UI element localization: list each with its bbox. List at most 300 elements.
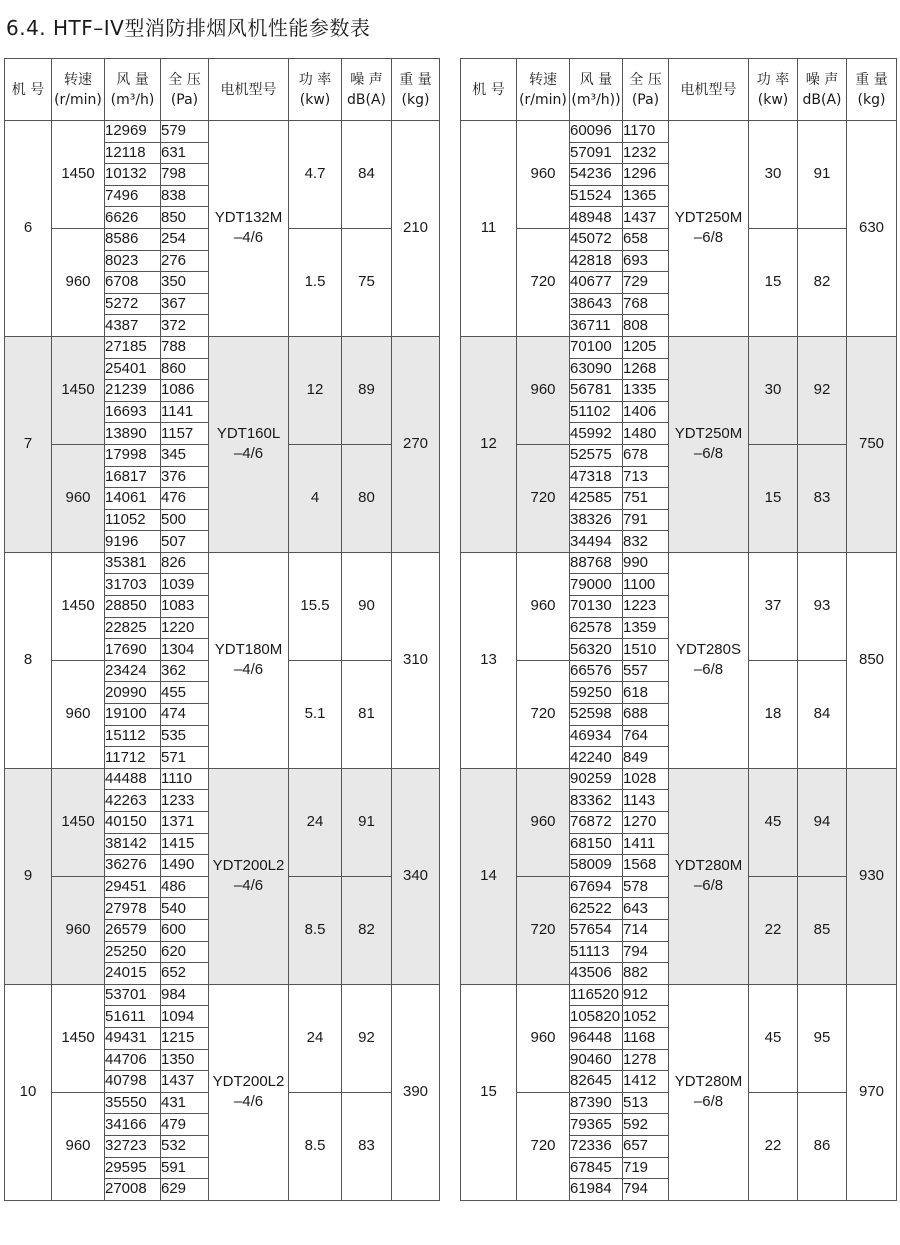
pressure-value: 658 <box>623 228 669 250</box>
airflow-value: 19100 <box>105 704 161 726</box>
airflow-value: 57654 <box>570 919 623 941</box>
header-weight: 重 量 (kg) <box>392 59 440 121</box>
pressure-value: 540 <box>161 898 209 920</box>
pressure-value: 1365 <box>623 185 669 207</box>
pressure-value: 713 <box>623 466 669 488</box>
pressure-value: 1270 <box>623 812 669 834</box>
weight-kg: 340 <box>392 768 440 984</box>
speed-rpm: 960 <box>517 984 570 1092</box>
airflow-value: 16693 <box>105 401 161 423</box>
pressure-value: 1100 <box>623 574 669 596</box>
pressure-value: 860 <box>161 358 209 380</box>
motor-model <box>209 768 289 984</box>
machine-number: 14 <box>461 768 517 984</box>
pressure-value: 688 <box>623 704 669 726</box>
motor-model-line: –6/8 <box>693 661 724 679</box>
machine-number: 12 <box>461 336 517 552</box>
airflow-value: 46934 <box>570 725 623 747</box>
airflow-value: 40798 <box>105 1071 161 1093</box>
header-speed: 转速 (r/min) <box>517 59 570 121</box>
pressure-value: 1490 <box>161 855 209 877</box>
pressure-value: 678 <box>623 444 669 466</box>
noise-db: 91 <box>798 121 847 229</box>
pressure-value: 832 <box>623 531 669 553</box>
airflow-value: 15112 <box>105 725 161 747</box>
page-title: 6.4. HTF–IV型消防排烟风机性能参数表 <box>6 16 371 40</box>
airflow-value: 90259 <box>570 768 623 790</box>
header-motor-model: 电机型号 <box>669 59 749 121</box>
motor-model-line: –6/8 <box>693 877 724 895</box>
header-motor-model: 电机型号 <box>209 59 289 121</box>
pressure-value: 345 <box>161 444 209 466</box>
pressure-value: 1170 <box>623 121 669 143</box>
motor-model-line: YDT180M <box>214 641 283 659</box>
motor-model-line: YDT250M <box>674 425 743 443</box>
speed-rpm: 960 <box>52 660 105 768</box>
airflow-value: 17690 <box>105 639 161 661</box>
power-kw: 22 <box>749 876 798 984</box>
table-row <box>5 121 440 143</box>
spec-table-left <box>4 58 440 1201</box>
airflow-value: 43506 <box>570 963 623 985</box>
airflow-value: 9196 <box>105 531 161 553</box>
airflow-value: 34166 <box>105 1114 161 1136</box>
airflow-value: 6708 <box>105 272 161 294</box>
header-pressure: 全 压 (Pa) <box>623 59 669 121</box>
header-machine-no: 机 号 <box>461 59 517 121</box>
pressure-value: 764 <box>623 725 669 747</box>
motor-model <box>669 768 749 984</box>
weight-kg: 630 <box>847 121 897 337</box>
pressure-value: 431 <box>161 1092 209 1114</box>
airflow-value: 10132 <box>105 164 161 186</box>
power-kw: 15 <box>749 444 798 552</box>
header-machine-no: 机 号 <box>5 59 52 121</box>
noise-db: 92 <box>798 336 847 444</box>
pressure-value: 1094 <box>161 1006 209 1028</box>
pressure-value: 367 <box>161 293 209 315</box>
motor-model-line: YDT200L2 <box>212 857 285 875</box>
pressure-value: 1359 <box>623 617 669 639</box>
speed-rpm: 960 <box>517 336 570 444</box>
motor-model-line: YDT280M <box>674 857 743 875</box>
pressure-value: 1052 <box>623 1006 669 1028</box>
airflow-value: 31703 <box>105 574 161 596</box>
speed-rpm: 1450 <box>52 336 105 444</box>
airflow-value: 14061 <box>105 488 161 510</box>
speed-rpm: 960 <box>52 1092 105 1200</box>
pressure-value: 600 <box>161 919 209 941</box>
machine-group <box>461 336 897 552</box>
power-kw: 22 <box>749 1092 798 1200</box>
airflow-value: 59250 <box>570 682 623 704</box>
speed-rpm: 720 <box>517 1092 570 1200</box>
airflow-value: 54236 <box>570 164 623 186</box>
airflow-value: 51102 <box>570 401 623 423</box>
pressure-value: 618 <box>623 682 669 704</box>
header-noise: 噪 声 dB(A) <box>342 59 392 121</box>
airflow-value: 45992 <box>570 423 623 445</box>
airflow-value: 52598 <box>570 704 623 726</box>
motor-model-line: –4/6 <box>233 1093 264 1111</box>
airflow-value: 67845 <box>570 1157 623 1179</box>
airflow-value: 87390 <box>570 1092 623 1114</box>
machine-number: 9 <box>5 768 52 984</box>
power-kw: 8.5 <box>289 876 342 984</box>
airflow-value: 8586 <box>105 228 161 250</box>
airflow-value: 27008 <box>105 1179 161 1201</box>
airflow-value: 32723 <box>105 1135 161 1157</box>
speed-rpm: 960 <box>517 768 570 876</box>
pressure-value: 1223 <box>623 596 669 618</box>
airflow-value: 116520 <box>570 984 623 1006</box>
table-row <box>461 768 897 790</box>
pressure-value: 1083 <box>161 596 209 618</box>
airflow-value: 79000 <box>570 574 623 596</box>
pressure-value: 984 <box>161 984 209 1006</box>
airflow-value: 70100 <box>570 336 623 358</box>
power-kw: 45 <box>749 768 798 876</box>
pressure-value: 1278 <box>623 1049 669 1071</box>
noise-db: 83 <box>798 444 847 552</box>
speed-rpm: 720 <box>517 444 570 552</box>
header-power: 功 率 (kw) <box>289 59 342 121</box>
airflow-value: 52575 <box>570 444 623 466</box>
airflow-value: 58009 <box>570 855 623 877</box>
machine-number: 6 <box>5 121 52 337</box>
noise-db: 82 <box>798 228 847 336</box>
header-row <box>461 59 897 121</box>
airflow-value: 35550 <box>105 1092 161 1114</box>
pressure-value: 1232 <box>623 142 669 164</box>
airflow-value: 17998 <box>105 444 161 466</box>
speed-rpm: 1450 <box>52 984 105 1092</box>
speed-rpm: 1450 <box>52 768 105 876</box>
airflow-value: 4387 <box>105 315 161 337</box>
weight-kg: 750 <box>847 336 897 552</box>
power-kw: 18 <box>749 660 798 768</box>
pressure-value: 571 <box>161 747 209 769</box>
machine-group <box>5 121 440 337</box>
pressure-value: 657 <box>623 1135 669 1157</box>
speed-rpm: 720 <box>517 228 570 336</box>
airflow-value: 24015 <box>105 963 161 985</box>
speed-rpm: 720 <box>517 660 570 768</box>
noise-db: 90 <box>342 552 392 660</box>
airflow-value: 38326 <box>570 509 623 531</box>
noise-db: 86 <box>798 1092 847 1200</box>
airflow-value: 56320 <box>570 639 623 661</box>
pressure-value: 1110 <box>161 768 209 790</box>
pressure-value: 535 <box>161 725 209 747</box>
power-kw: 4 <box>289 444 342 552</box>
pressure-value: 1039 <box>161 574 209 596</box>
airflow-value: 27185 <box>105 336 161 358</box>
pressure-value: 1205 <box>623 336 669 358</box>
pressure-value: 849 <box>623 747 669 769</box>
airflow-value: 72336 <box>570 1135 623 1157</box>
pressure-value: 362 <box>161 660 209 682</box>
airflow-value: 47318 <box>570 466 623 488</box>
motor-model <box>669 336 749 552</box>
motor-model <box>209 984 289 1200</box>
pressure-value: 882 <box>623 963 669 985</box>
pressure-value: 350 <box>161 272 209 294</box>
pressure-value: 1437 <box>161 1071 209 1093</box>
machine-group <box>461 984 897 1200</box>
motor-model-line: –4/6 <box>233 229 264 247</box>
speed-rpm: 960 <box>52 444 105 552</box>
pressure-value: 751 <box>623 488 669 510</box>
pressure-value: 500 <box>161 509 209 531</box>
pressure-value: 1415 <box>161 833 209 855</box>
airflow-value: 25401 <box>105 358 161 380</box>
speed-rpm: 960 <box>517 552 570 660</box>
airflow-value: 25250 <box>105 941 161 963</box>
noise-db: 75 <box>342 228 392 336</box>
power-kw: 24 <box>289 768 342 876</box>
airflow-value: 42240 <box>570 747 623 769</box>
airflow-value: 26579 <box>105 919 161 941</box>
speed-rpm: 720 <box>517 876 570 984</box>
motor-model-line: –6/8 <box>693 445 724 463</box>
airflow-value: 70130 <box>570 596 623 618</box>
airflow-value: 105820 <box>570 1006 623 1028</box>
table-row <box>461 121 897 143</box>
pressure-value: 990 <box>623 552 669 574</box>
pressure-value: 1143 <box>623 790 669 812</box>
header-noise: 噪 声 dB(A) <box>798 59 847 121</box>
motor-model <box>209 121 289 337</box>
power-kw: 30 <box>749 121 798 229</box>
pressure-value: 254 <box>161 228 209 250</box>
spec-table-right <box>460 58 897 1201</box>
airflow-value: 88768 <box>570 552 623 574</box>
airflow-value: 48948 <box>570 207 623 229</box>
pressure-value: 791 <box>623 509 669 531</box>
noise-db: 84 <box>798 660 847 768</box>
pressure-value: 372 <box>161 315 209 337</box>
speed-rpm: 960 <box>52 876 105 984</box>
pressure-value: 557 <box>623 660 669 682</box>
pressure-value: 1268 <box>623 358 669 380</box>
airflow-value: 56781 <box>570 380 623 402</box>
pressure-value: 768 <box>623 293 669 315</box>
noise-db: 85 <box>798 876 847 984</box>
table-row <box>5 336 440 358</box>
table-row <box>5 768 440 790</box>
power-kw: 12 <box>289 336 342 444</box>
header-airflow: 风 量 (m³/h)) <box>570 59 623 121</box>
airflow-value: 57091 <box>570 142 623 164</box>
airflow-value: 44706 <box>105 1049 161 1071</box>
airflow-value: 51113 <box>570 941 623 963</box>
pressure-value: 455 <box>161 682 209 704</box>
pressure-value: 486 <box>161 876 209 898</box>
pressure-value: 1510 <box>623 639 669 661</box>
airflow-value: 38643 <box>570 293 623 315</box>
power-kw: 24 <box>289 984 342 1092</box>
power-kw: 15 <box>749 228 798 336</box>
airflow-value: 51611 <box>105 1006 161 1028</box>
pressure-value: 479 <box>161 1114 209 1136</box>
airflow-value: 40150 <box>105 812 161 834</box>
motor-model-line: –4/6 <box>233 877 264 895</box>
noise-db: 84 <box>342 121 392 229</box>
motor-model-line: YDT160L <box>216 425 281 443</box>
pressure-value: 643 <box>623 898 669 920</box>
airflow-value: 23424 <box>105 660 161 682</box>
pressure-value: 788 <box>161 336 209 358</box>
airflow-value: 67694 <box>570 876 623 898</box>
machine-number: 8 <box>5 552 52 768</box>
power-kw: 8.5 <box>289 1092 342 1200</box>
power-kw: 30 <box>749 336 798 444</box>
pressure-value: 1296 <box>623 164 669 186</box>
pressure-value: 1335 <box>623 380 669 402</box>
airflow-value: 20990 <box>105 682 161 704</box>
airflow-value: 62522 <box>570 898 623 920</box>
airflow-value: 42818 <box>570 250 623 272</box>
noise-db: 81 <box>342 660 392 768</box>
speed-rpm: 960 <box>517 121 570 229</box>
pressure-value: 1157 <box>161 423 209 445</box>
pressure-value: 1215 <box>161 1027 209 1049</box>
machine-group <box>5 336 440 552</box>
airflow-value: 60096 <box>570 121 623 143</box>
weight-kg: 970 <box>847 984 897 1200</box>
airflow-value: 12118 <box>105 142 161 164</box>
pressure-value: 693 <box>623 250 669 272</box>
airflow-value: 29595 <box>105 1157 161 1179</box>
pressure-value: 629 <box>161 1179 209 1201</box>
motor-model <box>669 552 749 768</box>
weight-kg: 270 <box>392 336 440 552</box>
table-row <box>461 336 897 358</box>
pressure-value: 1437 <box>623 207 669 229</box>
airflow-value: 22825 <box>105 617 161 639</box>
weight-kg: 310 <box>392 552 440 768</box>
motor-model-line: –4/6 <box>233 445 264 463</box>
motor-model-line: –4/6 <box>233 661 264 679</box>
power-kw: 15.5 <box>289 552 342 660</box>
motor-model-line: YDT200L2 <box>212 1073 285 1091</box>
airflow-value: 5272 <box>105 293 161 315</box>
pressure-value: 798 <box>161 164 209 186</box>
pressure-value: 578 <box>623 876 669 898</box>
airflow-value: 11712 <box>105 747 161 769</box>
pressure-value: 532 <box>161 1135 209 1157</box>
pressure-value: 714 <box>623 919 669 941</box>
motor-model-line: YDT132M <box>214 209 283 227</box>
pressure-value: 1233 <box>161 790 209 812</box>
pressure-value: 1141 <box>161 401 209 423</box>
pressure-value: 1220 <box>161 617 209 639</box>
pressure-value: 513 <box>623 1092 669 1114</box>
motor-model-line: –6/8 <box>693 229 724 247</box>
pressure-value: 476 <box>161 488 209 510</box>
airflow-value: 49431 <box>105 1027 161 1049</box>
pressure-value: 631 <box>161 142 209 164</box>
pressure-value: 276 <box>161 250 209 272</box>
speed-rpm: 1450 <box>52 121 105 229</box>
pressure-value: 652 <box>161 963 209 985</box>
airflow-value: 61984 <box>570 1179 623 1201</box>
airflow-value: 8023 <box>105 250 161 272</box>
airflow-value: 36711 <box>570 315 623 337</box>
pressure-value: 1412 <box>623 1071 669 1093</box>
table-row <box>5 552 440 574</box>
noise-db: 91 <box>342 768 392 876</box>
power-kw: 45 <box>749 984 798 1092</box>
weight-kg: 390 <box>392 984 440 1200</box>
airflow-value: 13890 <box>105 423 161 445</box>
airflow-value: 38142 <box>105 833 161 855</box>
header-row <box>5 59 440 121</box>
airflow-value: 96448 <box>570 1027 623 1049</box>
noise-db: 94 <box>798 768 847 876</box>
machine-group <box>5 552 440 768</box>
airflow-value: 42263 <box>105 790 161 812</box>
pressure-value: 1480 <box>623 423 669 445</box>
airflow-value: 6626 <box>105 207 161 229</box>
airflow-value: 21239 <box>105 380 161 402</box>
airflow-value: 53701 <box>105 984 161 1006</box>
power-kw: 4.7 <box>289 121 342 229</box>
airflow-value: 7496 <box>105 185 161 207</box>
motor-model <box>209 552 289 768</box>
noise-db: 93 <box>798 552 847 660</box>
motor-model-line: YDT280M <box>674 1073 743 1091</box>
speed-rpm: 960 <box>52 228 105 336</box>
pressure-value: 591 <box>161 1157 209 1179</box>
pressure-value: 912 <box>623 984 669 1006</box>
airflow-value: 40677 <box>570 272 623 294</box>
machine-group <box>461 552 897 768</box>
pressure-value: 579 <box>161 121 209 143</box>
motor-model-line: YDT250M <box>674 209 743 227</box>
noise-db: 95 <box>798 984 847 1092</box>
airflow-value: 11052 <box>105 509 161 531</box>
machine-group <box>461 768 897 984</box>
pressure-value: 376 <box>161 466 209 488</box>
header-pressure: 全 压 (Pa) <box>161 59 209 121</box>
noise-db: 80 <box>342 444 392 552</box>
machine-number: 10 <box>5 984 52 1200</box>
airflow-value: 42585 <box>570 488 623 510</box>
airflow-value: 28850 <box>105 596 161 618</box>
weight-kg: 850 <box>847 552 897 768</box>
pressure-value: 1168 <box>623 1027 669 1049</box>
pressure-value: 507 <box>161 531 209 553</box>
noise-db: 89 <box>342 336 392 444</box>
speed-rpm: 1450 <box>52 552 105 660</box>
noise-db: 82 <box>342 876 392 984</box>
airflow-value: 51524 <box>570 185 623 207</box>
airflow-value: 79365 <box>570 1114 623 1136</box>
header-airflow: 风 量 (m³/h) <box>105 59 161 121</box>
motor-model <box>209 336 289 552</box>
airflow-value: 62578 <box>570 617 623 639</box>
pressure-value: 1371 <box>161 812 209 834</box>
noise-db: 83 <box>342 1092 392 1200</box>
weight-kg: 930 <box>847 768 897 984</box>
pressure-value: 719 <box>623 1157 669 1179</box>
weight-kg: 210 <box>392 121 440 337</box>
machine-number: 7 <box>5 336 52 552</box>
airflow-value: 35381 <box>105 552 161 574</box>
machine-group <box>5 984 440 1200</box>
